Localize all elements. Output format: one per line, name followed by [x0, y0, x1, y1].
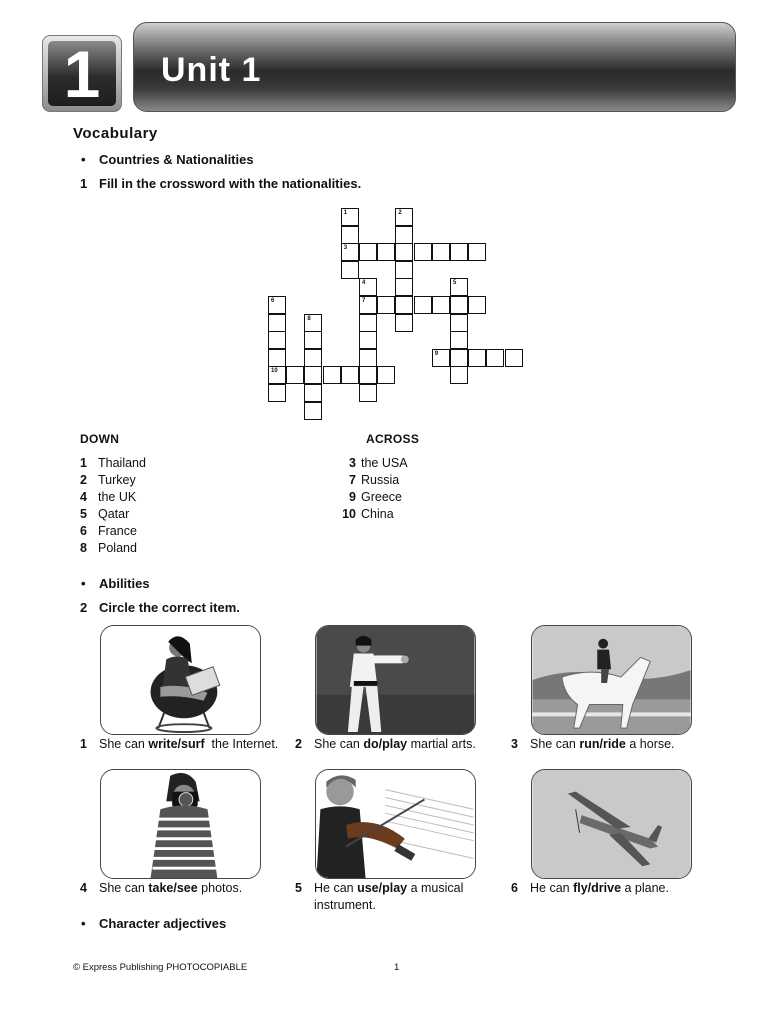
crossword-clue-number: 2 [398, 210, 402, 216]
down-clue: 2 Turkey [80, 473, 136, 487]
down-clue: 1 Thailand [80, 456, 146, 470]
item-2: 2 She can do/play martial arts. [295, 737, 476, 751]
crossword-cell[interactable] [468, 243, 486, 261]
unit-title-banner [133, 22, 736, 112]
crossword-cell[interactable] [304, 349, 322, 367]
crossword-cell[interactable] [505, 349, 523, 367]
item-4-choice[interactable]: take/see [148, 881, 198, 895]
crossword-cell[interactable] [359, 314, 377, 332]
crossword-cell[interactable] [486, 349, 504, 367]
crossword-cell[interactable] [286, 366, 304, 384]
crossword-clue-number: 9 [434, 350, 439, 357]
crossword-cell[interactable] [450, 314, 468, 332]
bullet-character-label: Character adjectives [99, 916, 227, 931]
crossword-clue-number: 4 [362, 280, 366, 287]
crossword-cell[interactable] [268, 314, 286, 332]
crossword-cell[interactable] [432, 243, 450, 261]
bullet-dot: • [81, 916, 86, 931]
section-title: Vocabulary [73, 125, 158, 142]
crossword-clue-number: 3 [343, 245, 348, 252]
across-clue: 9 Greece [349, 490, 402, 504]
crossword-cell[interactable] [268, 331, 286, 349]
crossword-cell[interactable] [359, 278, 377, 296]
item-3: 3 She can run/ride a horse. [511, 737, 675, 751]
item-6: 6 He can fly/drive a plane. [511, 881, 669, 895]
crossword-cell[interactable] [432, 296, 450, 314]
crossword-cell[interactable] [359, 296, 377, 314]
crossword-cell[interactable] [341, 261, 359, 279]
crossword-cell[interactable] [341, 226, 359, 244]
down-clue-list [80, 455, 146, 557]
photo-boy-violin [315, 769, 476, 879]
crossword-cell[interactable] [450, 296, 468, 314]
crossword-cell[interactable] [468, 349, 486, 367]
crossword-cell[interactable] [395, 278, 413, 296]
crossword-clue-number: 5 [453, 280, 457, 287]
bullet-countries [81, 152, 254, 167]
footer-copyright: © Express Publishing PHOTOCOPIABLE [73, 962, 248, 973]
across-clue: 10 China [342, 507, 394, 521]
item-4: 4 She can take/see photos. [80, 881, 243, 895]
item-6-choice[interactable]: fly/drive [573, 881, 622, 895]
crossword-cell[interactable] [304, 402, 322, 420]
down-clue: 4 the UK [80, 490, 137, 504]
down-clue: 8 Poland [80, 541, 137, 555]
item-1-number: 1 [80, 737, 87, 751]
item-5-choice[interactable]: use/play [357, 881, 408, 895]
unit-title: Unit 1 [161, 51, 262, 89]
crossword-cell[interactable] [341, 243, 359, 261]
crossword-cell[interactable] [304, 366, 322, 384]
crossword-cell[interactable] [395, 261, 413, 279]
item-5-number: 5 [295, 881, 302, 895]
crossword-cell[interactable] [341, 208, 359, 226]
down-clue: 6 France [80, 524, 137, 538]
crossword-cell[interactable] [468, 296, 486, 314]
crossword-cell[interactable] [359, 366, 377, 384]
crossword-cell[interactable] [450, 331, 468, 349]
crossword-cell[interactable] [268, 349, 286, 367]
unit-number-badge [42, 35, 122, 112]
item-5: 5 He can use/play a musical instrument. [295, 881, 464, 912]
photo-horse-rider [531, 625, 692, 735]
item-3-choice[interactable]: run/ride [579, 737, 626, 751]
item-1: 1 She can write/surf the Internet. [80, 737, 279, 751]
crossword-cell[interactable] [377, 243, 395, 261]
crossword-cell[interactable] [450, 366, 468, 384]
exercise-2-number: 2 [80, 600, 88, 615]
bullet-countries-label: Countries & Nationalities [99, 152, 254, 167]
crossword-clue-number: 6 [271, 298, 275, 304]
crossword-cell[interactable] [450, 278, 468, 296]
crossword-clue-number: 1 [343, 210, 348, 216]
crossword-cell[interactable] [450, 243, 468, 261]
photo-woman-camera [100, 769, 261, 879]
exercise-2 [80, 600, 240, 615]
bullet-dot: • [81, 152, 86, 167]
photo-woman-laptop [100, 625, 261, 735]
item-1-choice[interactable]: write/surf [148, 737, 205, 751]
crossword-cell[interactable] [304, 384, 322, 402]
down-clue: 5 Qatar [80, 507, 130, 521]
crossword-cell[interactable] [359, 243, 377, 261]
exercise-1-instruction: Fill in the crossword with the nationalities. [99, 176, 362, 191]
crossword-cell[interactable] [395, 243, 413, 261]
crossword-cell[interactable] [395, 296, 413, 314]
item-6-number: 6 [511, 881, 518, 895]
item-2-choice[interactable]: do/play [363, 737, 408, 751]
down-heading: DOWN [80, 432, 120, 446]
exercise-1-number: 1 [80, 176, 88, 191]
bullet-dot: • [81, 576, 86, 591]
crossword-cell[interactable] [359, 384, 377, 402]
crossword-cell[interactable] [268, 384, 286, 402]
crossword-cell[interactable] [268, 296, 286, 314]
crossword-cell[interactable] [395, 208, 413, 226]
crossword-clue-number: 10 [271, 368, 278, 375]
bullet-abilities [81, 576, 150, 591]
bullet-character [81, 916, 227, 931]
across-heading: ACROSS [366, 432, 420, 446]
across-clue: 3 the USA [349, 456, 408, 470]
crossword-cell[interactable] [323, 366, 341, 384]
crossword-cell[interactable] [414, 296, 432, 314]
crossword-cell[interactable] [304, 314, 322, 332]
crossword-cell[interactable] [268, 366, 286, 384]
crossword-cell[interactable] [304, 331, 322, 349]
exercise-1 [80, 176, 362, 191]
crossword-clue-number: 7 [362, 298, 366, 304]
exercise-2-instruction: Circle the correct item. [99, 600, 240, 615]
crossword-cell[interactable] [414, 243, 432, 261]
item-3-number: 3 [511, 737, 518, 751]
unit-number: 1 [48, 41, 116, 106]
crossword-cell[interactable] [395, 314, 413, 332]
crossword-cell[interactable] [377, 296, 395, 314]
crossword-cell[interactable] [359, 349, 377, 367]
photo-martial-arts [315, 625, 476, 735]
photo-airplane [531, 769, 692, 879]
crossword-cell[interactable] [377, 366, 395, 384]
across-clue: 7 Russia [349, 473, 400, 487]
crossword-cell[interactable] [450, 349, 468, 367]
crossword-cell[interactable] [341, 366, 359, 384]
bullet-abilities-label: Abilities [99, 576, 150, 591]
item-4-number: 4 [80, 881, 87, 895]
crossword-cell[interactable] [395, 226, 413, 244]
crossword-clue-number: 8 [307, 315, 311, 322]
item-2-number: 2 [295, 737, 302, 751]
across-clue-list [334, 455, 408, 523]
crossword-cell[interactable] [359, 331, 377, 349]
crossword-cell[interactable] [432, 349, 450, 367]
footer-page-number: 1 [394, 962, 400, 973]
